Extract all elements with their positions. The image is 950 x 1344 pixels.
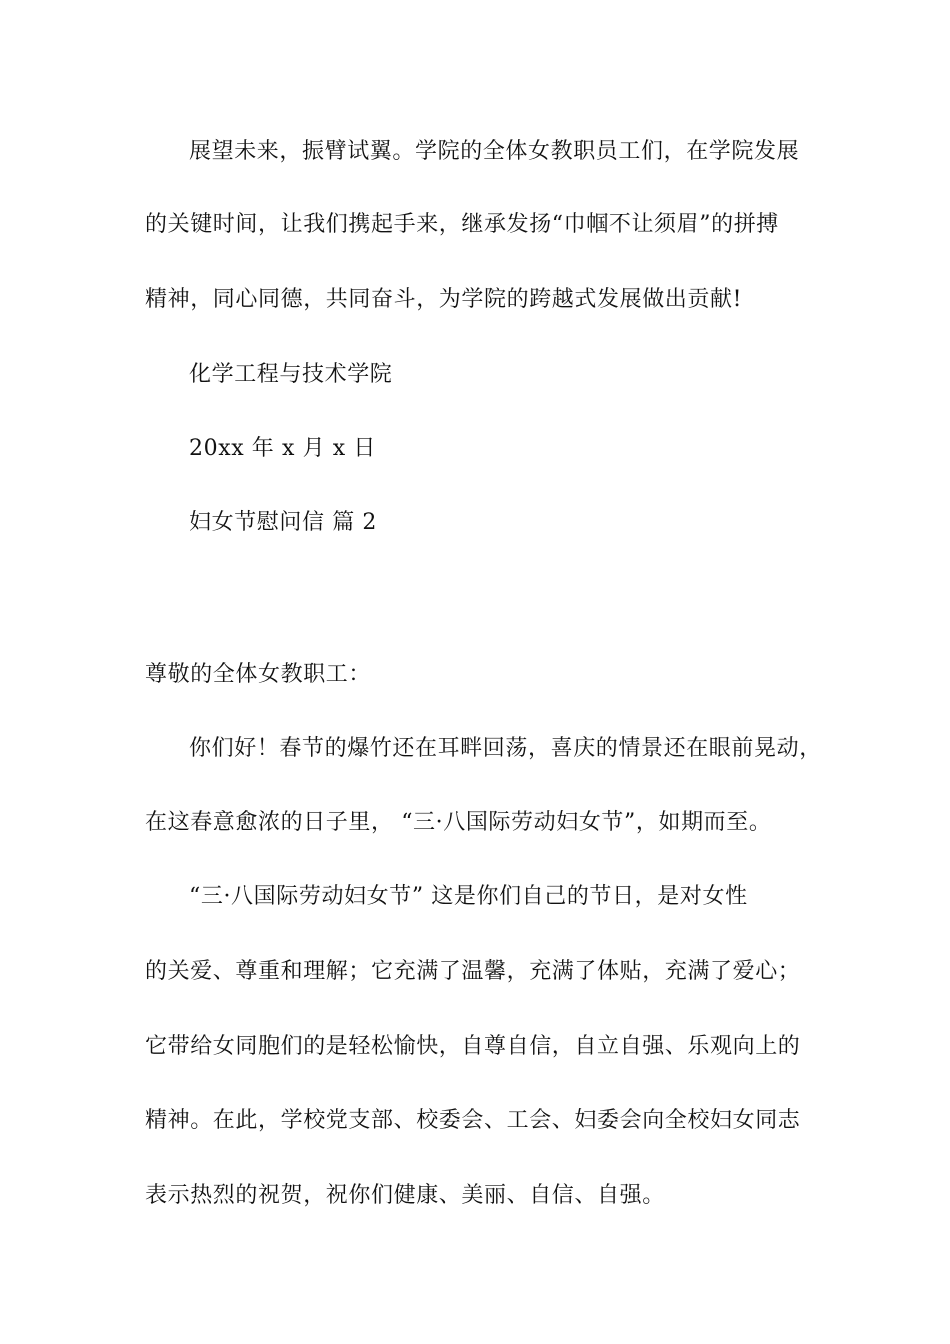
paragraph-line: 它带给女同胞们的是轻松愉快，自尊自信，自立自强、乐观向上的 xyxy=(145,1034,801,1059)
paragraph-line: 在这春意愈浓的日子里， “三·八国际劳动妇女节”，如期而至。 xyxy=(145,810,772,835)
signature-organization: 化学工程与技术学院 xyxy=(189,362,393,387)
signature-date: 20xx 年 x 月 x 日 xyxy=(189,436,376,461)
paragraph-line: “三·八国际劳动妇女节” 这是你们自己的节日，是对女性 xyxy=(189,884,748,909)
paragraph-line: 精神。在此，学校党支部、校委会、工会、妇委会向全校妇女同志 xyxy=(145,1108,801,1133)
paragraph-line: 表示热烈的祝贺，祝你们健康、美丽、自信、自强。 xyxy=(145,1183,665,1208)
salutation: 尊敬的全体女教职工： xyxy=(145,662,372,687)
paragraph-line: 展望未来，振臂试翼。学院的全体女教职员工们，在学院发展 xyxy=(189,139,800,164)
paragraph-line: 的关键时间，让我们携起手来，继承发扬“巾帼不让须眉”的拼搏 xyxy=(145,212,779,237)
section-title: 妇女节慰问信 篇 2 xyxy=(189,510,377,535)
paragraph-line: 你们好！春节的爆竹还在耳畔回荡，喜庆的情景还在眼前晃动， xyxy=(189,736,822,761)
paragraph-line: 精神，同心同德，共同奋斗，为学院的跨越式发展做出贡献! xyxy=(145,287,743,312)
paragraph-line: 的关爱、尊重和理解；它充满了温馨，充满了体贴，充满了爱心； xyxy=(145,959,801,984)
